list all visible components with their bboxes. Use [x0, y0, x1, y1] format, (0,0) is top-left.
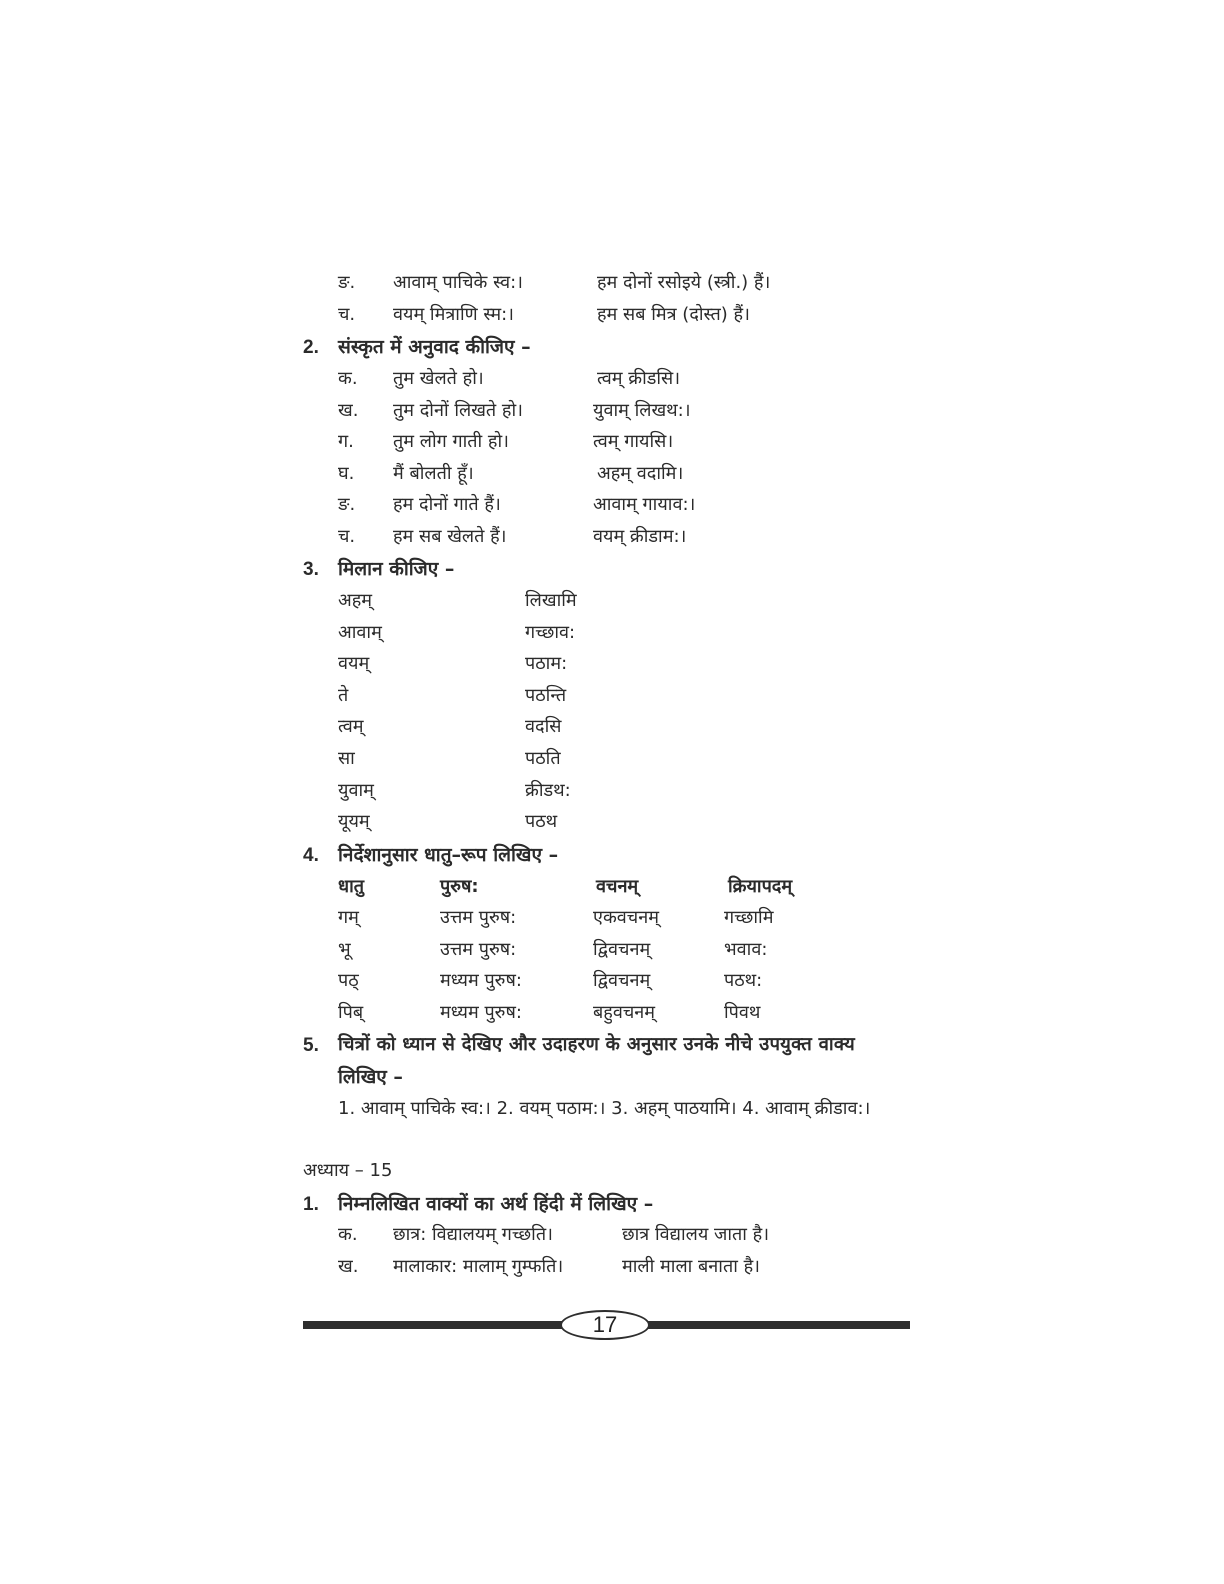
question-title-continued: लिखिए –	[338, 1066, 403, 1088]
sanskrit-sentence: छात्र: विद्यालयम् गच्छति।	[393, 1224, 553, 1245]
sanskrit-sentence: मालाकार: मालाम् गुम्फति।	[393, 1256, 564, 1277]
table-cell: एकवचनम्	[593, 907, 659, 928]
sanskrit-answer: आवाम् गायाव:।	[593, 494, 696, 515]
table-cell: द्विवचनम्	[593, 970, 651, 991]
match-right: पठाम:	[525, 653, 568, 674]
answer-text: 1. आवाम् पाचिके स्व:। 2. वयम् पठाम:। 3. अहम् पाठयामि। 4. आवाम् क्रीडाव:।	[338, 1098, 871, 1119]
sanskrit-answer: वयम् क्रीडाम:।	[593, 526, 687, 547]
question-title: निर्देशानुसार धातु–रूप लिखिए –	[338, 844, 559, 866]
table-cell: मध्यम पुरुष:	[440, 970, 522, 991]
question-number: 2.	[303, 337, 319, 358]
row-label: ग.	[338, 431, 354, 452]
match-left: वयम्	[338, 653, 370, 674]
match-right: पठति	[525, 748, 561, 769]
table-cell: उत्तम पुरुष:	[440, 907, 517, 928]
row-label: ङ.	[338, 494, 356, 515]
question-number: 3.	[303, 559, 319, 580]
question-number: 1.	[303, 1194, 319, 1215]
question-number: 4.	[303, 845, 319, 866]
row-label: च.	[338, 304, 356, 325]
hindi-sentence: हम सब खेलते हैं।	[393, 526, 507, 547]
sanskrit-answer: अहम् वदामि।	[597, 463, 684, 484]
match-left: त्वम्	[338, 716, 364, 737]
match-right: पठथ	[525, 811, 558, 832]
hindi-sentence: तुम दोनों लिखते हो।	[393, 400, 523, 421]
row-label: क.	[338, 368, 358, 389]
row-label: ख.	[338, 400, 359, 421]
question-title: चित्रों को ध्यान से देखिए और उदाहरण के अनुसार उनके नीचे उपयुक्त वाक्य	[338, 1034, 855, 1055]
table-cell: पिब्	[338, 1002, 364, 1023]
table-header: वचनम्	[596, 876, 639, 897]
match-right: वदसि	[525, 716, 562, 737]
chapter-heading: अध्याय – 15	[303, 1160, 393, 1181]
table-header: पुरुष:	[440, 876, 479, 897]
question-title: मिलान कीजिए –	[338, 558, 455, 580]
hindi-meaning: हम सब मित्र (दोस्त) हैं।	[597, 304, 750, 325]
hindi-sentence: मैं बोलती हूँ।	[393, 463, 474, 484]
hindi-meaning: छात्र विद्यालय जाता है।	[622, 1224, 770, 1245]
table-cell: पिवथ	[724, 1002, 761, 1023]
table-cell: गम्	[338, 907, 359, 928]
match-left: यूयम्	[338, 811, 370, 832]
sanskrit-answer: त्वम् क्रीडसि।	[597, 368, 681, 389]
table-cell: पठ्	[338, 970, 359, 991]
table-cell: पठथ:	[724, 970, 763, 991]
table-header: धातु	[338, 876, 364, 897]
match-left: अहम्	[338, 590, 373, 611]
row-label: च.	[338, 526, 356, 547]
match-right: गच्छाव:	[525, 622, 576, 643]
table-cell: बहुवचनम्	[593, 1002, 656, 1023]
row-label: घ.	[338, 463, 355, 484]
table-cell: मध्यम पुरुष:	[440, 1002, 522, 1023]
row-label: ख.	[338, 1256, 359, 1277]
hindi-sentence: तुम खेलते हो।	[393, 368, 484, 389]
hindi-sentence: हम दोनों गाते हैं।	[393, 494, 501, 515]
match-right: पठन्ति	[525, 685, 567, 706]
table-cell: भवाव:	[724, 939, 768, 960]
hindi-meaning: हम दोनों रसोइये (स्त्री.) हैं।	[597, 272, 771, 293]
row-label: ङ.	[338, 272, 356, 293]
table-cell: भू	[338, 939, 351, 960]
table-cell: गच्छामि	[724, 907, 774, 928]
sanskrit-answer: युवाम् लिखथ:।	[593, 400, 691, 421]
sanskrit-sentence: वयम् मित्राणि स्म:।	[393, 304, 515, 325]
sanskrit-sentence: आवाम् पाचिके स्व:।	[393, 272, 523, 293]
match-left: ते	[338, 685, 349, 706]
table-cell: द्विवचनम्	[593, 939, 651, 960]
table-cell: उत्तम पुरुष:	[440, 939, 517, 960]
match-left: आवाम्	[338, 622, 382, 643]
page-number: 17	[560, 1310, 650, 1340]
question-number: 5.	[303, 1035, 319, 1056]
question-title: संस्कृत में अनुवाद कीजिए –	[338, 336, 531, 358]
hindi-sentence: तुम लोग गाती हो।	[393, 431, 509, 452]
table-header: क्रियापदम्	[728, 876, 793, 897]
sanskrit-answer: त्वम् गायसि।	[593, 431, 674, 452]
row-label: क.	[338, 1224, 358, 1245]
question-title: निम्नलिखित वाक्यों का अर्थ हिंदी में लिखिए –	[338, 1193, 654, 1215]
hindi-meaning: माली माला बनाता है।	[622, 1256, 760, 1277]
match-left: सा	[338, 748, 355, 769]
match-right: लिखामि	[525, 590, 577, 611]
match-right: क्रीडथ:	[525, 780, 571, 801]
match-left: युवाम्	[338, 780, 374, 801]
